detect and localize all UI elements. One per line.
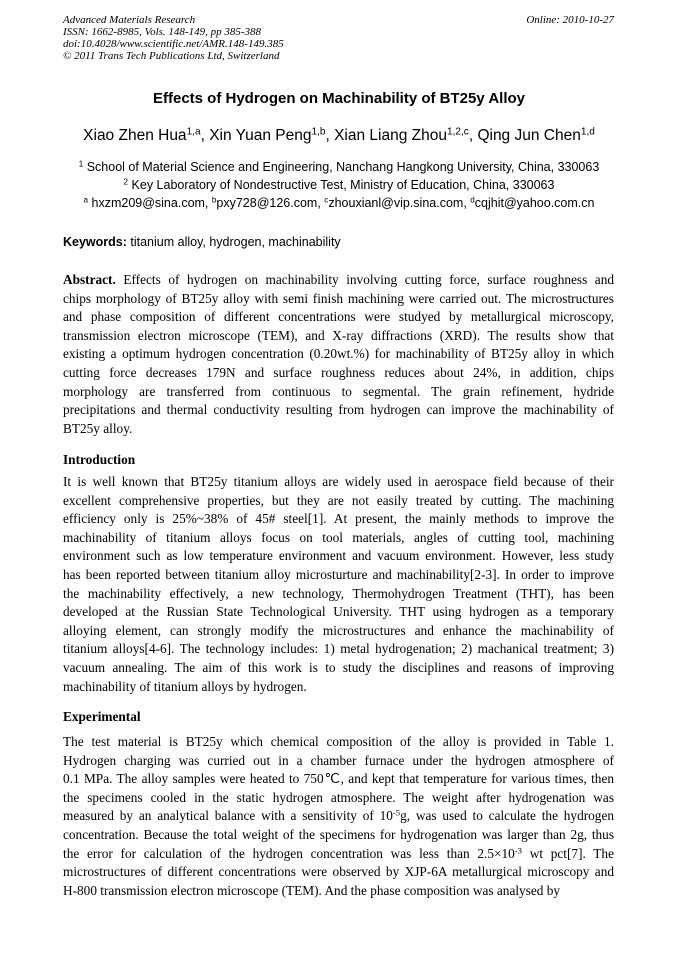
author-name: Qing Jun Chen — [477, 127, 581, 144]
text-line: The test material is BT25y which chemical composition of the alloy is provided in Table 1. — [63, 734, 614, 749]
issn: ISSN: 1662-8985, Vols. 148-149, pp 385-388 — [63, 26, 261, 38]
text-line: transmission electron microscope (TEM), and X-ray diffractions (XRD). The results show that — [63, 327, 614, 343]
text-line: morphology are transferred from continuous to segmental. The grain refinement, hydride — [63, 383, 614, 399]
text-line: machinability of titanium alloys focus on tool materials, angles of cutting tool, machining — [63, 529, 614, 545]
text-line: existing a optimum hydrogen concentration (0.20wt.%) for machinability of BT25y alloy in which — [63, 346, 614, 362]
journal-header — [63, 14, 284, 62]
text-line: Hydrogen charging was curried out in a chamber furnace under the hydrogen atmosphere of — [63, 752, 614, 768]
experimental-body — [63, 733, 614, 900]
journal-name: Advanced Materials Research — [63, 14, 196, 26]
text-line: titanium alloys[4-6]. The technology includes: 1) metal hydrogenation; 2) machanical treatment; 3) — [63, 641, 614, 657]
text-line: concentration. Because the total weight of the specimens for hydrogenation was larger than 2g, thus — [63, 826, 614, 842]
text-line: and phase composition of different concentrations were studyed by metallurgical microscopy, — [63, 309, 614, 325]
text-run: g, was used to calculate the hydrogen — [400, 808, 614, 824]
affil-text: School of Material Science and Engineering, Nanchang Hangkong University, China, 330063 — [86, 160, 600, 174]
text-line: chips morphology of BT25y alloy with semi finish machining were carried out. The microstructures — [63, 290, 614, 306]
text-line: It is well known that BT25y titanium alloys are widely used in aerospace field because of their — [63, 474, 614, 489]
author-affil: 1,2,c — [446, 126, 469, 138]
affiliation — [0, 160, 678, 174]
text-run: measured by an analytical balance with a sensitivity of 10 — [63, 808, 393, 824]
email-mark: c — [324, 195, 329, 205]
text-line: environment such as low temperature environment and vacuum environment. However, less study — [63, 548, 614, 564]
text-run: the error for calculation of the hydrogen concentration was less than 2.5×10 — [63, 845, 515, 861]
author-name: Xiao Zhen Hua — [83, 127, 187, 144]
author-affil: 1,a — [186, 126, 201, 138]
email-mark: a — [83, 195, 89, 205]
superscript: -5 — [392, 807, 401, 818]
introduction-body — [63, 473, 614, 696]
emails — [0, 196, 678, 210]
abstract-label: Abstract. — [63, 272, 116, 287]
author-name: Xin Yuan Peng — [209, 127, 312, 144]
superscript: -3 — [514, 844, 522, 855]
text-line: vacuum annealing. The aim of this work is to study the disciplines and reasons of improving — [63, 659, 614, 675]
email: zhouxianl@vip.sina.com, — [328, 196, 471, 210]
author-affil: 1,d — [580, 126, 595, 138]
introduction-heading: Introduction — [63, 452, 136, 467]
text-line: microstructures of different concentrations were observed by XJP-6A metallurgical microscopy and — [63, 864, 614, 880]
text-line: precipitations and thermal conductivity resulting from hydrogen can improve the machinability of — [63, 402, 614, 418]
keywords-text: titanium alloy, hydrogen, machinability — [126, 235, 341, 249]
abstract — [63, 271, 614, 438]
email: pxy728@126.com, — [216, 196, 325, 210]
text-line — [63, 845, 614, 864]
author-list: Xiao Zhen Hua$^{1,a}$, Xin Yuan Peng$^{1,b}$, Xian Liang Zhou$^{1,2,c}$, Qing Jun Chen$^{1,d}$ — [83, 126, 595, 144]
text-line: the specimens cooled in the static hydrogen atmosphere. The weight after hydrogenation was — [63, 789, 614, 805]
text-line: has been reported between titanium alloy microsturture and machinability[2-3]. In order to improve — [63, 566, 614, 582]
text-line: developed at the Russian State Technological University. THT using hydrogen as a temporary — [63, 604, 614, 620]
text-line: BT25y alloy. — [63, 420, 133, 436]
doi: doi:10.4028/www.scientific.net/AMR.148-149.385 — [63, 38, 284, 50]
text-run: wt pct[7]. The — [521, 845, 614, 861]
text-line: alloying element, can strongly modify the microstructures and enhance the machinability of — [63, 622, 614, 638]
text-line: 0.1 MPa. The alloy samples were heated to 750℃, and kept that temperature for various times, then — [63, 771, 614, 787]
text-line: cutting force decreases 179N and surface roughness reduces about 24%, in addition, chips — [63, 364, 614, 380]
copyright: © 2011 Trans Tech Publications Ltd, Switzerland — [63, 50, 280, 62]
text-line — [63, 807, 614, 826]
text-line: H-800 transmission electron microscope (TEM). And the phase composition was analysed by — [63, 882, 561, 898]
text-line: excellent comprehensive properties, but they are not easily treated by cutting. The machining — [63, 492, 614, 508]
email: cqjhit@yahoo.com.cn — [474, 196, 595, 210]
email-mark: d — [470, 195, 475, 205]
text-line: machinability of titanium alloys by hydrogen. — [63, 678, 307, 694]
affiliation — [0, 178, 678, 192]
text-line: Abstract. Effects of hydrogen on machinability involving cutting force, surface roughness and — [63, 272, 614, 287]
author-affil: 1,b — [311, 126, 326, 138]
affil-number: 2 — [123, 177, 129, 187]
author-name: Xian Liang Zhou — [334, 127, 447, 144]
experimental-heading: Experimental — [63, 709, 141, 724]
keywords — [63, 235, 341, 249]
text-line: the machinability effectively, a new technology, Thermohydrogen Treatment (THT), has been — [63, 585, 614, 601]
affil-text: Key Laboratory of Nondestructive Test, Ministry of Education, China, 330063 — [131, 178, 555, 192]
keywords-label: Keywords: — [63, 235, 127, 249]
email: hxzm209@sina.com, — [91, 196, 212, 210]
online-date: Online: 2010-10-27 — [526, 14, 614, 26]
paper-title: Effects of Hydrogen on Machinability of BT25y Alloy — [153, 90, 525, 107]
email-mark: b — [211, 195, 217, 205]
affil-number: 1 — [78, 159, 84, 169]
text-line: efficiency only is 25%~38% of 45# steel[1]. At present, the mainly methods to improve the — [63, 511, 614, 527]
